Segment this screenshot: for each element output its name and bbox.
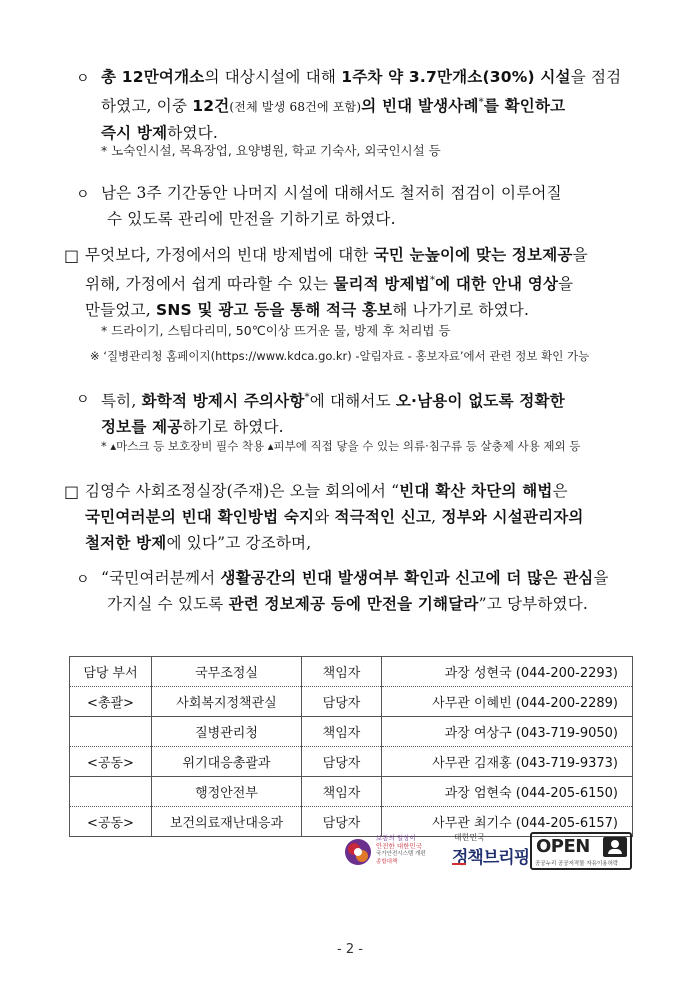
dept-type: <공동> — [70, 807, 152, 837]
p2-line1: 남은 3주 기간동안 나머지 시설에 대해서도 철저히 점검이 이루어질 — [101, 184, 562, 202]
dept-org: 위기대응총괄과 — [152, 747, 302, 777]
table-row — [70, 747, 633, 777]
p4-line1: 특히, 화학적 방제시 주의사항*에 대해서도 오·남용이 없도록 정확한 — [101, 392, 565, 411]
logo-text: 국가안전시스템 개편 — [376, 851, 426, 857]
p1-line3: 즉시 방제하였다. — [101, 124, 218, 143]
paragraph-2 — [101, 180, 646, 232]
role: 담당자 — [302, 807, 382, 837]
bullet-3: □ — [64, 246, 80, 265]
role: 책임자 — [302, 717, 382, 747]
safety-emblem-icon — [343, 836, 373, 868]
person: 과장 여상구 (043-719-9050) — [382, 717, 633, 747]
briefing-small-text: 대한민국 — [454, 833, 485, 842]
role: 담당자 — [302, 747, 382, 777]
paragraph-3 — [85, 242, 645, 323]
p5-line3: 철저한 방제에 있다”고 강조하며, — [85, 534, 312, 552]
dept-org: 보건의료재난대응과 — [152, 807, 302, 837]
briefing-main-text: 정책브리핑 — [452, 848, 530, 868]
person: 사무관 김재홍 (043-719-9373) — [382, 747, 633, 777]
briefing-accent — [452, 843, 466, 865]
bullet-5: □ — [64, 482, 80, 501]
table-row — [70, 777, 633, 807]
p5-line2: 국민여러분의 빈대 확인방법 숙지와 적극적인 신고, 정부와 시설관리자의 — [85, 508, 584, 526]
page-number: - 2 - — [337, 942, 363, 957]
person: 과장 성현국 (044-200-2293) — [382, 657, 633, 687]
p1-line1: 총 12만여개소의 대상시설에 대해 1주차 약 3.7만개소(30%) 시설을 점검 — [101, 68, 622, 86]
dept-org: 행정안전부 — [152, 777, 302, 807]
bullet-2: ㅇ — [76, 187, 90, 203]
kogl-open-logo — [530, 832, 632, 870]
logo-text: 종합대책 — [376, 859, 398, 865]
dept-org: 질병관리청 — [152, 717, 302, 747]
p2-line2: 수 있도록 관리에 만전을 기하기로 하였다. — [107, 210, 396, 228]
kogl-type-icon — [603, 837, 627, 857]
table-row — [70, 687, 633, 717]
safety-korea-logo — [343, 832, 435, 872]
role: 책임자 — [302, 657, 382, 687]
dept-type: <총괄> — [70, 687, 152, 717]
person: 과장 엄현숙 (044-205-6150) — [382, 777, 633, 807]
open-small-text: 공공누리 공공저작물 자유이용허락 — [535, 861, 619, 867]
bullet-1: ㅇ — [76, 71, 90, 87]
p5-line1: 김영수 사회조정실장(주재)은 오늘 회의에서 “빈대 확산 차단의 해법은 — [85, 482, 568, 500]
bullet-4: ㅇ — [76, 392, 90, 408]
dept-type: <공동> — [70, 747, 152, 777]
p1-footnote: * 노숙인시설, 목욕장업, 요양병원, 학교 기숙사, 외국인시설 등 — [101, 143, 441, 158]
p4-line2: 정보를 제공하기로 하였다. — [101, 418, 284, 437]
paragraph-4 — [101, 385, 641, 440]
p3-reference-note: ※ ‘질병관리청 홈페이지(https://www.kdca.go.kr) -알림자료 - 홍보자료’에서 관련 정보 확인 가능 — [90, 349, 590, 363]
dept-org: 국무조정실 — [152, 657, 302, 687]
table-row — [70, 657, 633, 687]
logo-text: 안전한 대한민국 — [376, 842, 423, 850]
dept-type — [70, 777, 152, 807]
paragraph-5 — [85, 478, 645, 556]
dept-org: 사회복지정책관실 — [152, 687, 302, 717]
role: 책임자 — [302, 777, 382, 807]
paragraph-1 — [101, 64, 641, 146]
paragraph-6 — [101, 565, 646, 617]
person: 사무관 최기수 (044-205-6157) — [382, 807, 633, 837]
table-row — [70, 717, 633, 747]
contact-table — [69, 656, 633, 837]
policy-briefing-logo — [450, 832, 530, 872]
logo-text: 보통의 일상이 — [376, 834, 416, 842]
p4-footnote: * ▴마스크 등 보호장비 필수 착용 ▴피부에 직접 닿을 수 있는 의류·침구류 등 살충제 사용 제외 등 — [101, 439, 581, 453]
role: 담당자 — [302, 687, 382, 717]
p6-line2: 가지실 수 있도록 관련 정보제공 등에 만전을 기해달라”고 당부하였다. — [107, 595, 588, 613]
dept-type — [70, 717, 152, 747]
p3-line1: 무엇보다, 가정에서의 빈대 방제법에 대한 국민 눈높이에 맞는 정보제공을 — [85, 246, 588, 264]
p3-footnote: * 드라이기, 스팀다리미, 50℃이상 뜨거운 물, 방제 후 처리법 등 — [101, 323, 451, 338]
p3-line2: 위해, 가정에서 쉽게 따라할 수 있는 물리적 방제법*에 대한 안내 영상을 — [85, 275, 574, 294]
person: 사무관 이혜빈 (044-200-2289) — [382, 687, 633, 717]
bullet-6: ㅇ — [76, 572, 90, 588]
p1-line2: 하였고, 이중 12건(전체 발생 68건에 포함)의 빈대 발생사례*를 확인하고 — [101, 97, 566, 116]
p6-line1: “국민여러분께서 생활공간의 빈대 발생여부 확인과 신고에 더 많은 관심을 — [101, 569, 609, 587]
open-text: OPEN — [536, 836, 590, 857]
dept-type: 담당 부서 — [70, 657, 152, 687]
p3-line3: 만들었고, SNS 및 광고 등을 통해 적극 홍보해 나가기로 하였다. — [85, 301, 530, 320]
